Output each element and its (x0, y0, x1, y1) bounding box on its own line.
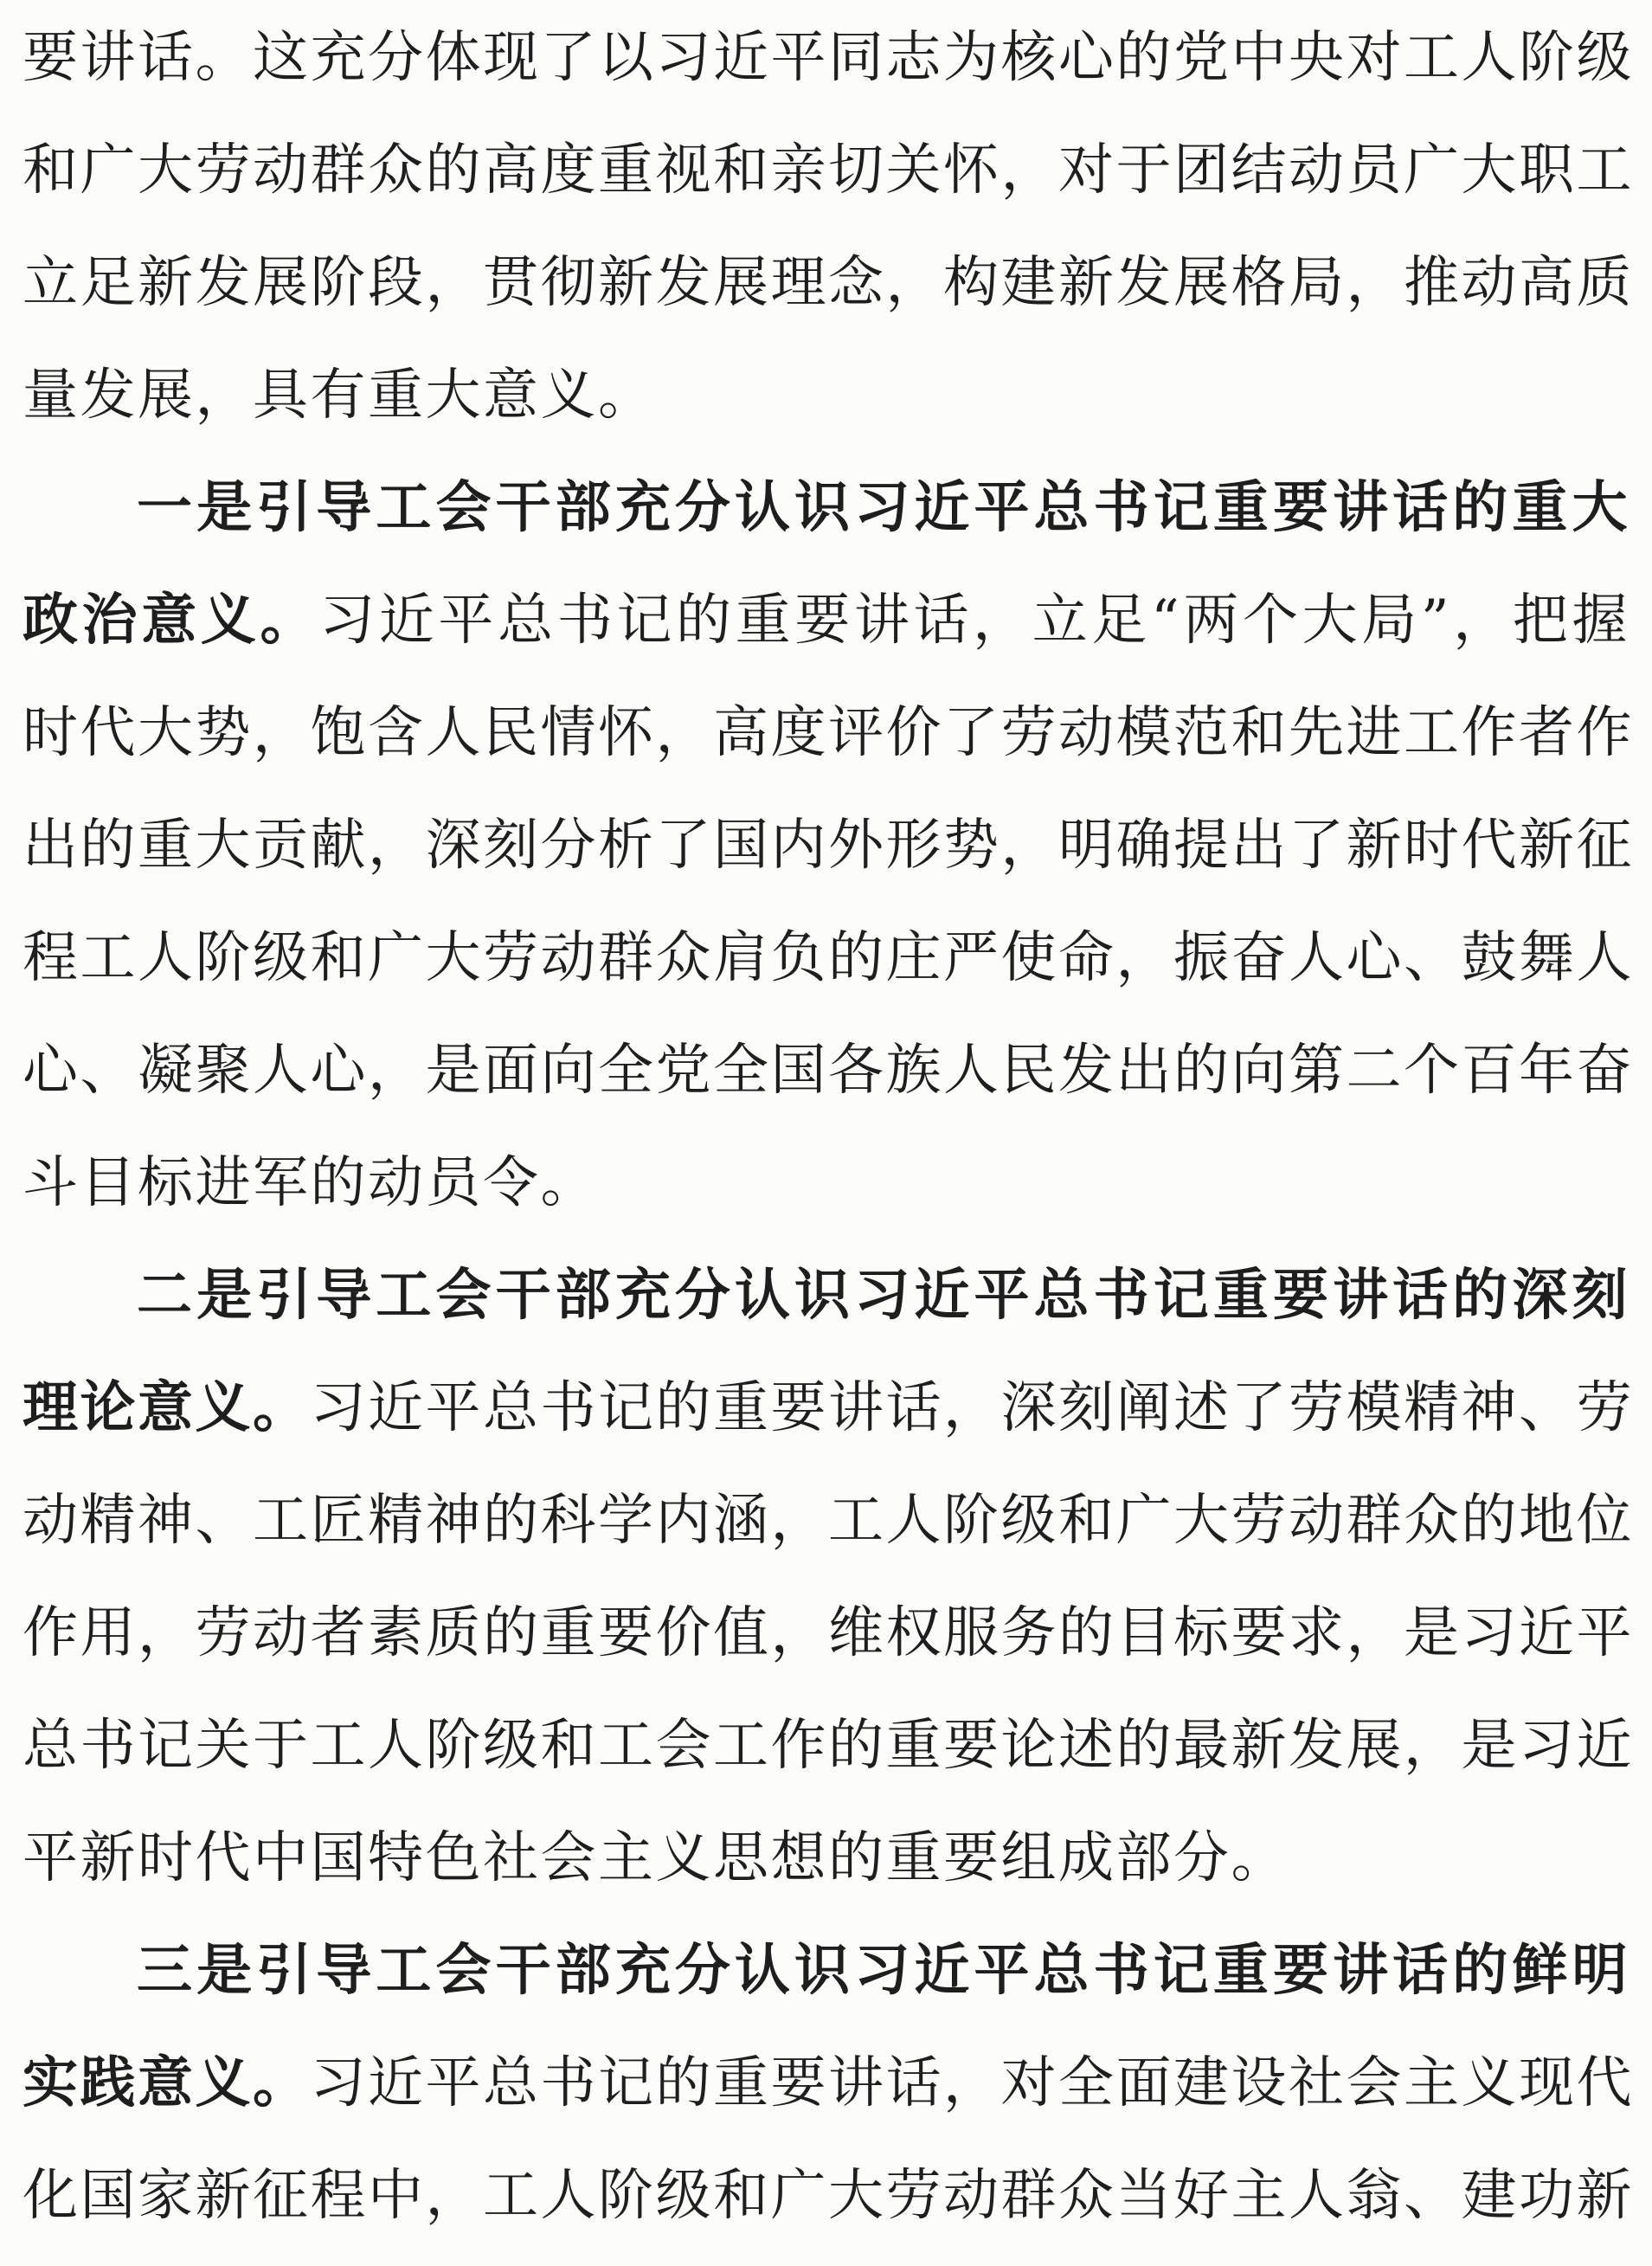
text-line (22, 1577, 1634, 1690)
text-line (22, 452, 1630, 564)
bold-lead-text: 一是引导工会干部充分认识习近平总书记重要讲话的重大 (137, 475, 1630, 540)
line-text: 斗目标进军的动员令。 (22, 1151, 598, 1215)
line-text: 心、凝聚人心，是面向全党全国各族人民发出的向第二个百年奋 (22, 1039, 1634, 1103)
text-line (22, 789, 1634, 902)
text-line (22, 227, 1634, 339)
text-line (22, 1465, 1634, 1577)
line-text: 动精神、工匠精神的科学内涵，工人阶级和广大劳动群众的地位 (22, 1489, 1634, 1553)
line-text: 要讲话。这充分体现了以习近平同志为核心的党中央对工人阶级 (22, 26, 1634, 90)
text-line (22, 1915, 1630, 2027)
line-text: 习近平总书记的重要讲话，深刻阐述了劳模精神、劳 (310, 1376, 1634, 1440)
text-line (22, 2140, 1634, 2252)
line-text: 出的重大贡献，深刻分析了国内外形势，明确提出了新时代新征 (22, 814, 1634, 878)
bold-lead-text: 实践意义。 (22, 2050, 311, 2115)
line-text: 程工人阶级和广大劳动群众肩负的庄严使命，振奋人心、鼓舞人 (22, 926, 1634, 990)
text-line (22, 564, 1630, 677)
text-line (22, 1802, 1630, 1915)
text-line (22, 1690, 1634, 1802)
line-text: 化国家新征程中，工人阶级和广大劳动群众当好主人翁、建功新 (22, 2164, 1634, 2228)
text-line (22, 1127, 1630, 1239)
line-text: 作用，劳动者素质的重要价值，维权服务的目标要求，是习近平 (22, 1601, 1634, 1665)
text-line (22, 339, 1630, 452)
line-text: 习近平总书记的重要讲话，立足“两个大局”，把握 (319, 589, 1630, 653)
text-line (22, 677, 1634, 789)
text-line (22, 1014, 1634, 1127)
text-line (22, 1352, 1634, 1465)
line-text: 习近平总书记的重要讲话，对全面建设社会主义现代 (310, 2051, 1634, 2115)
text-line (22, 114, 1634, 227)
line-text: 时代大势，饱含人民情怀，高度评价了劳动模范和先进工作者作 (22, 701, 1634, 765)
text-line (22, 1239, 1630, 1352)
text-line (22, 2027, 1634, 2140)
line-text: 平新时代中国特色社会主义思想的重要组成部分。 (22, 1826, 1289, 1890)
text-line (22, 902, 1634, 1014)
bold-lead-text: 三是引导工会干部充分认识习近平总书记重要讲话的鲜明 (137, 1938, 1630, 2003)
bold-lead-text: 理论意义。 (22, 1375, 311, 1440)
bold-lead-text: 二是引导工会干部充分认识习近平总书记重要讲话的深刻 (137, 1263, 1630, 1328)
line-text: 和广大劳动群众的高度重视和亲切关怀，对于团结动员广大职工 (22, 138, 1634, 203)
line-text: 立足新发展阶段，贯彻新发展理念，构建新发展格局，推动高质 (22, 251, 1634, 315)
line-text: 量发展，具有重大意义。 (22, 364, 656, 428)
bold-lead-text: 政治意义。 (22, 588, 320, 653)
text-line (22, 2, 1634, 114)
line-text: 总书记关于工人阶级和工会工作的重要论述的最新发展，是习近 (22, 1714, 1634, 1778)
